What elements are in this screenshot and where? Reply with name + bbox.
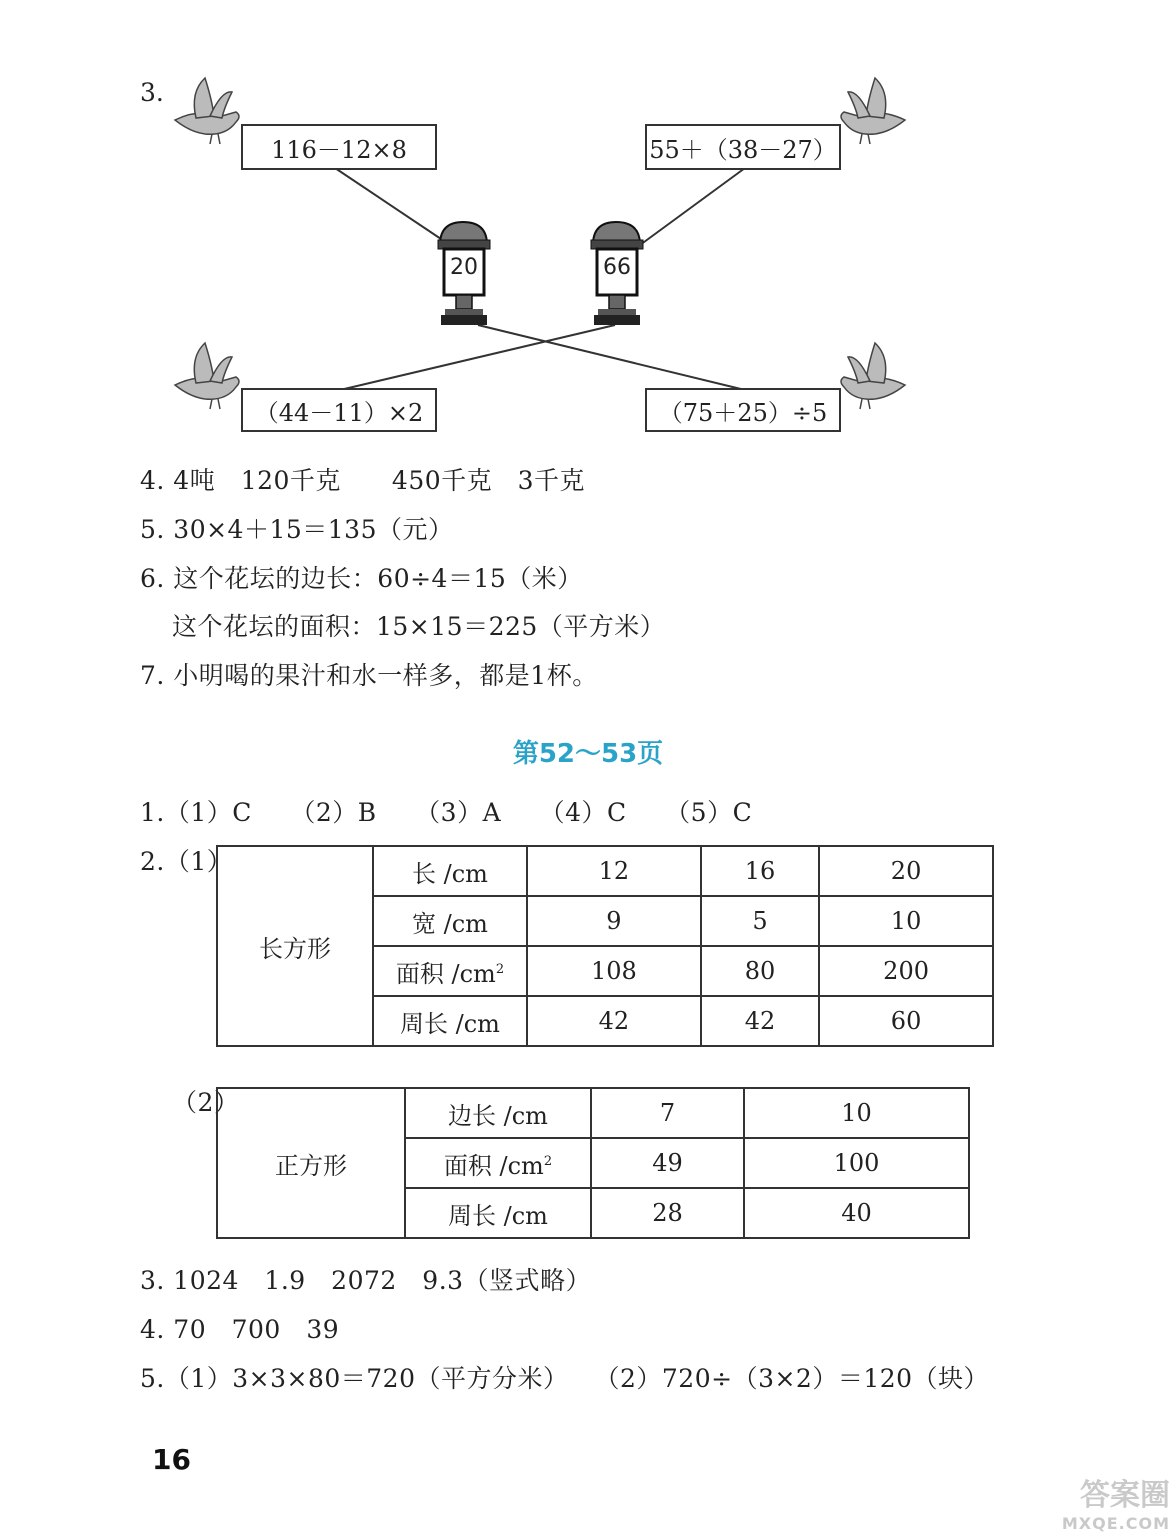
table2-cell: 100: [744, 1138, 969, 1188]
table1-row-head: 长 /cm: [373, 846, 527, 896]
table1-row-head: 宽 /cm: [373, 896, 527, 946]
q3-diagram: [0, 0, 1176, 460]
table1-cell: 16: [701, 846, 819, 896]
answer-line-6b: 这个花坛的面积：15×15＝225（平方米）: [172, 612, 666, 641]
mailbox-right-number: 66: [603, 255, 631, 280]
bird-bottom-left-icon: [175, 343, 239, 409]
answer-line-tail-4: 4. 70 700 39: [140, 1315, 340, 1344]
expression-box-bottom-right: （75＋25）÷5: [645, 388, 841, 432]
answer-line-5: 5. 30×4＋15＝135（元）: [140, 515, 454, 544]
square-shape-label: 正方形: [217, 1088, 405, 1238]
mailbox-left-number: 20: [450, 255, 478, 280]
answer-line-4: 4. 4吨 120千克 450千克 3千克: [140, 466, 586, 495]
table1-cell: 60: [819, 996, 993, 1046]
table1-row-head: 面积 $/cm^2$: [373, 946, 527, 996]
rectangle-shape-label: 长方形: [217, 846, 373, 1046]
table2-row-head: 边长 /cm: [405, 1088, 591, 1138]
section-title: 第52～53页: [512, 739, 664, 769]
expression-box-top-left: 116－12×8: [241, 124, 437, 170]
table1-cell: 20: [819, 846, 993, 896]
table2-row-head: 面积 $/cm^2$: [405, 1138, 591, 1188]
bird-top-right-icon: [841, 78, 905, 144]
table1-cell: 108: [527, 946, 701, 996]
square-table: [216, 1087, 970, 1239]
table2-cell: 10: [744, 1088, 969, 1138]
table1-label: 2.（1）: [140, 847, 233, 876]
answer-line-7: 7. 小明喝的果汁和水一样多，都是1杯。: [140, 661, 598, 690]
table2-cell: 49: [591, 1138, 744, 1188]
answer-line-6a: 6. 这个花坛的边长：60÷4＝15（米）: [140, 564, 583, 593]
watermark-text-2: MXQE.COM: [1061, 1514, 1170, 1533]
table1-row-head: 周长 /cm: [373, 996, 527, 1046]
table1-cell: 200: [819, 946, 993, 996]
rectangle-table: [216, 845, 994, 1047]
expression-box-top-right: 55＋（38－27）: [645, 124, 841, 170]
table2-row-head: 周长 /cm: [405, 1188, 591, 1238]
table2-cell: 40: [744, 1188, 969, 1238]
answer-line-tail-5: 5.（1）3×3×80＝720（平方分米） （2）720÷（3×2）＝120（块）: [140, 1364, 990, 1393]
answer-line-tail-3: 3. 1024 1.9 2072 9.3（竖式略）: [140, 1266, 592, 1295]
bird-top-left-icon: [175, 78, 239, 144]
table1-cell: 42: [527, 996, 701, 1046]
line-top-right: [640, 168, 745, 245]
table1-cell: 5: [701, 896, 819, 946]
table1-cell: 10: [819, 896, 993, 946]
expression-box-bottom-left: （44－11）×2: [241, 388, 437, 432]
watermark-text-1: 答案圈: [1080, 1478, 1170, 1513]
line-cross-1: [478, 325, 745, 390]
question-3-number: 3.: [140, 78, 164, 107]
bird-bottom-right-icon: [841, 343, 905, 409]
table1-cell: 80: [701, 946, 819, 996]
table1-cell: 12: [527, 846, 701, 896]
page-number: 16: [152, 1443, 191, 1476]
table2-cell: 28: [591, 1188, 744, 1238]
line-top-left: [335, 168, 450, 245]
line-cross-2: [340, 325, 615, 390]
table1-cell: 42: [701, 996, 819, 1046]
answer-line-1: 1.（1）C （2）B （3）A （4）C （5）C: [140, 798, 753, 827]
table1-cell: 9: [527, 896, 701, 946]
table2-cell: 7: [591, 1088, 744, 1138]
watermark-logo: [1000, 1470, 1170, 1532]
table2-label: （2）: [172, 1088, 240, 1117]
